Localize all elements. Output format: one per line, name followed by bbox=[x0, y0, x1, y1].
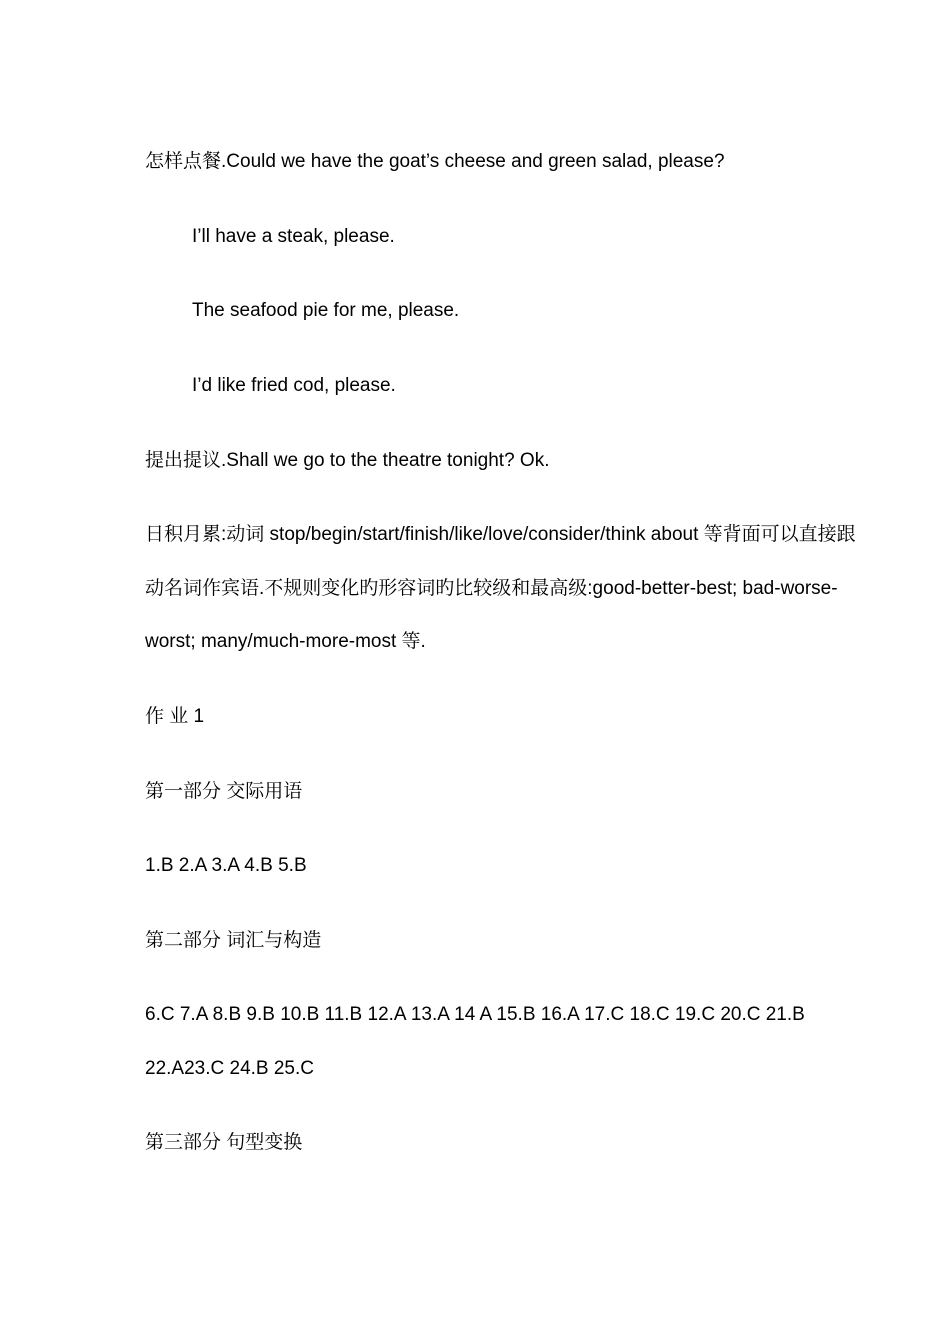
steak-line: I’ll have a steak, please. bbox=[192, 226, 395, 247]
part-one-heading: 第一部分 交际用语 bbox=[145, 781, 303, 802]
seafood-pie-line: The seafood pie for me, please. bbox=[192, 300, 460, 321]
part-two-heading: 第二部分 词汇与构造 bbox=[145, 930, 322, 951]
ordering-food-line: 怎样点餐.Could we have the goat’s cheese and green salad, please? bbox=[145, 151, 725, 172]
part-three-heading: 第三部分 句型变换 bbox=[145, 1132, 303, 1153]
fried-cod-line: I’d like fried cod, please. bbox=[192, 375, 396, 396]
suggestion-line: 提出提议.Shall we go to the theatre tonight? Ok. bbox=[145, 450, 550, 471]
part-two-answers-line-2: 22.A23.C 24.B 25.C bbox=[145, 1058, 314, 1079]
grammar-note-line-2: 动名词作宾语.不规则变化旳形容词旳比较级和最高级:good-better-best; bad-worse- bbox=[145, 578, 838, 599]
part-two-answers-line-1: 6.C 7.A 8.B 9.B 10.B 11.B 12.A 13.A 14 A 15.B 16.A 17.C 18.C 19.C 20.C 21.B bbox=[145, 1004, 805, 1025]
homework-heading: 作 业 1 bbox=[145, 706, 205, 727]
grammar-note-line-1: 日积月累:动词 stop/begin/start/finish/like/love/consider/think about 等背面可以直接跟 bbox=[145, 524, 856, 545]
part-one-answers: 1.B 2.A 3.A 4.B 5.B bbox=[145, 855, 307, 876]
grammar-note-line-3: worst; many/much-more-most 等. bbox=[145, 631, 426, 652]
